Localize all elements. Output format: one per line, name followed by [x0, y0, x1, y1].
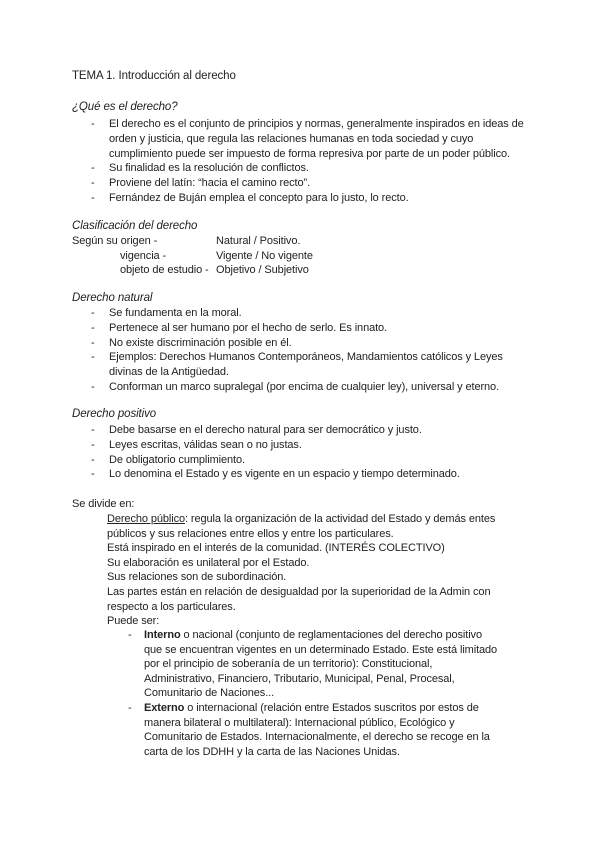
- clasificacion-valor: Natural / Positivo.: [216, 235, 301, 247]
- document-title: TEMA 1. Introducción al derecho: [72, 70, 236, 82]
- clasificacion-valor: Vigente / No vigente: [216, 250, 313, 262]
- list-item: - Pertenece al ser humano por el hecho de serlo. Es innato.: [72, 321, 532, 336]
- section-heading-natural: Derecho natural: [72, 292, 153, 304]
- derecho-publico-definition: [107, 512, 509, 541]
- derecho-publico-block: [107, 512, 509, 629]
- positivo-list: [72, 423, 532, 482]
- list-item: - Proviene del latín: “hacia el camino recto”.: [72, 176, 532, 191]
- paragraph-line: Su elaboración es unilateral por el Estado.: [107, 556, 310, 569]
- clasificacion-valor: Objetivo / Subjetivo: [216, 264, 309, 276]
- paragraph-line: Está inspirado en el interés de la comunidad. (INTERÉS COLECTIVO): [107, 542, 445, 555]
- list-item: - No existe discriminación posible en él.: [72, 336, 532, 351]
- tipo-text: o internacional (relación entre Estados suscritos por estos de manera bilateral o multilateral): Internacional público, Ecológico y Comunitario de Estados. Internacionalmente, el derecho se recoge en la carta de los DDHH y la carta de las Naciones Unidas.: [144, 701, 490, 758]
- list-item: [107, 628, 502, 701]
- derecho-publico-text: : regula la organización de la actividad del Estado y demás entes públicos y sus relaciones entre ellos y entre los particulares.: [107, 513, 496, 540]
- list-item: - Lo denomina el Estado y es vigente en un espacio y tiempo determinado.: [72, 467, 532, 482]
- list-item: [107, 701, 502, 759]
- divide-intro: Se divide en:: [72, 498, 135, 510]
- section-heading-que-es: ¿Qué es el derecho?: [72, 101, 178, 113]
- clasificacion-criterio: vigencia -: [120, 250, 167, 262]
- list-item: - Ejemplos: Derechos Humanos Contemporáneos, Mandamientos católicos y Leyes divinas de la Antigüedad.: [72, 350, 532, 380]
- list-item: - Fernández de Buján emplea el concepto para lo justo, lo recto.: [72, 191, 532, 206]
- clasificacion-criterio: Según su origen -: [72, 235, 158, 247]
- tipo-text: o nacional (conjunto de reglamentaciones del derecho positivo que se encuentran vigentes en un determinado Estado. Este está limitado por el principio de soberanía de un territorio): Constitucional, Administrativo, Financiero, Tributario, Municipal, Penal, Procesal, Comunitario de Naciones...: [144, 629, 498, 700]
- derecho-publico-term: Derecho público: [107, 513, 185, 525]
- paragraph-line: Puede ser:: [107, 615, 160, 628]
- tipo-term: Externo: [144, 701, 185, 714]
- tipo-term: Interno: [144, 629, 181, 641]
- section-heading-clasificacion: Clasificación del derecho: [72, 220, 198, 232]
- clasificacion-criterio: objeto de estudio -: [120, 264, 209, 276]
- list-item: - Debe basarse en el derecho natural para ser democrático y justo.: [72, 423, 532, 438]
- paragraph-line: Las partes están en relación de desigualdad por la superioridad de la Admin con respecto a los particulares.: [107, 585, 491, 613]
- list-item: - Se fundamenta en la moral.: [72, 306, 532, 321]
- tipos-list: [107, 628, 502, 759]
- section-heading-positivo: Derecho positivo: [72, 408, 157, 420]
- list-item: - Su finalidad es la resolución de conflictos.: [72, 161, 532, 176]
- natural-list: [72, 306, 532, 395]
- list-item: - El derecho es el conjunto de principios y normas, generalmente inspirados en ideas de orden y justicia, que regula las relaciones humanas en toda sociedad y cuyo cumplimiento puede ser impuesto de forma represiva por parte de un poder público.: [72, 117, 532, 161]
- list-item: - De obligatorio cumplimiento.: [72, 453, 532, 468]
- que-es-list: [72, 117, 532, 206]
- list-item: - Leyes escritas, válidas sean o no justas.: [72, 438, 532, 453]
- paragraph-line: Sus relaciones son de subordinación.: [107, 571, 287, 584]
- list-item: - Conforman un marco supralegal (por encima de cualquier ley), universal y eterno.: [72, 380, 532, 395]
